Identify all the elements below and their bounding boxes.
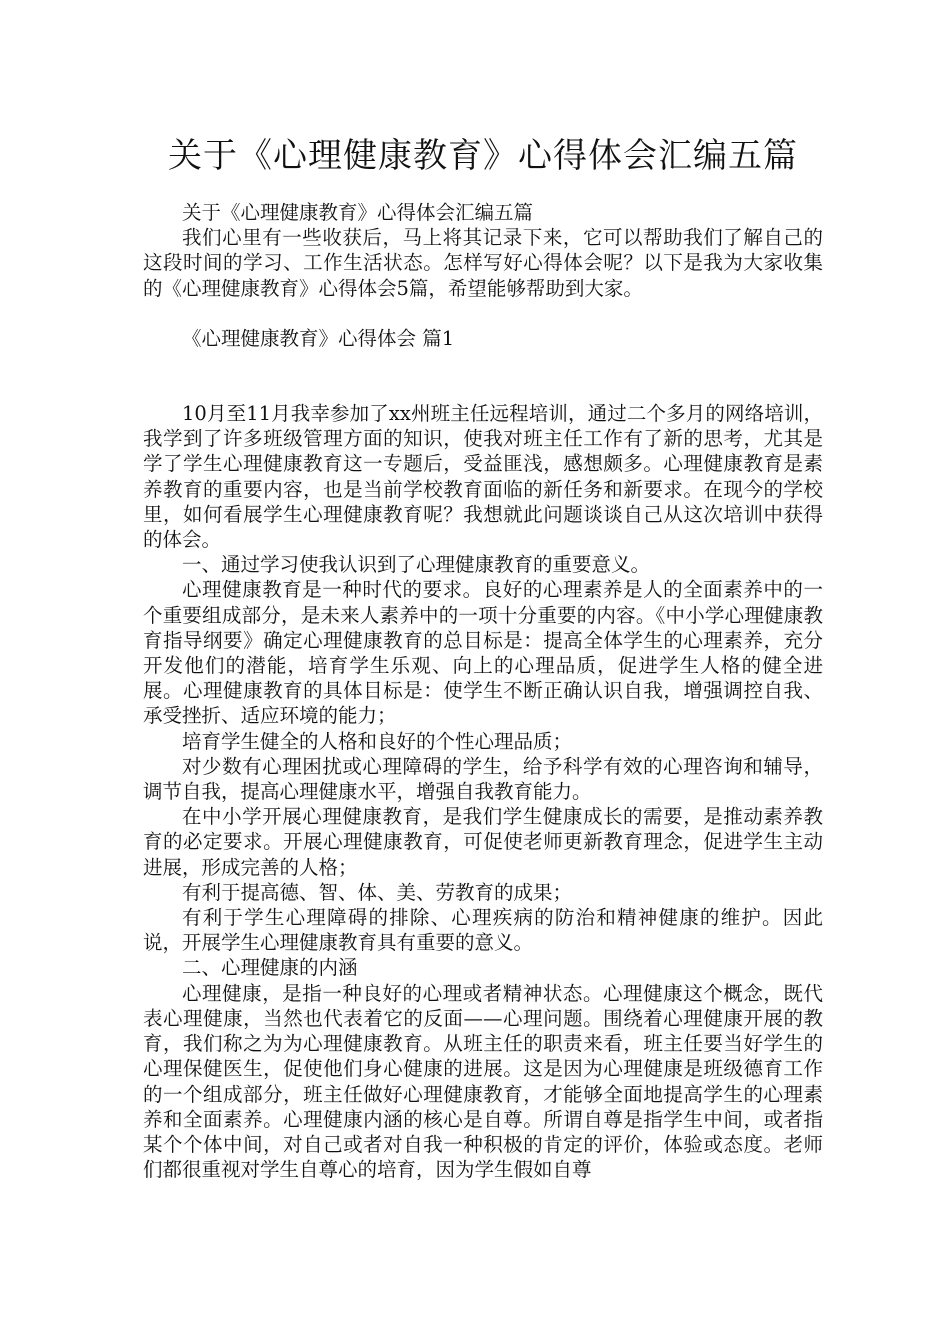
body-paragraph: 在中小学开展心理健康教育，是我们学生健康成长的需要，是推动素养教育的必定要求。开展心理健康教育，可促使老师更新教育理念，促进学生主动进展，形成完善的人格；: [143, 805, 823, 879]
body-paragraph: 心理健康，是指一种良好的心理或者精神状态。心理健康这个概念，既代表心理健康，当然也代表着它的反面——心理问题。围绕着心理健康开展的教育，我们称之为为心理健康教育。从班主任的职责来看，班主任要当好学生的心理保健医生，促使他们身心健康的进展。这是因为心理健康是班级德育工作的一个组成部分，班主任做好心理健康教育，才能够全面地提高学生的心理素养和全面素养。心理健康内涵的核心是自尊。所谓自尊是指学生中间，或者指某个个体中间，对自己或者对自我一种积极的肯定的评价，体验或态度。老师们都很重视对学生自尊心的培育，因为学生假如自尊: [143, 981, 823, 1182]
section-heading: 《心理健康教育》心得体会 篇1: [182, 326, 455, 350]
subtitle-paragraph: 关于《心理健康教育》心得体会汇编五篇: [182, 201, 534, 224]
document-title: 关于《心理健康教育》心得体会汇编五篇: [168, 136, 798, 176]
document-page: [143, 0, 823, 1182]
intro-paragraph: 我们心里有一些收获后，马上将其记录下来，它可以帮助我们了解自己的这段时间的学习、工作生活状态。怎样写好心得体会呢？以下是我为大家收集的《心理健康教育》心得体会5篇，希望能够帮助到大家。: [143, 226, 823, 300]
document-body: [143, 200, 823, 1182]
spacer: [143, 376, 823, 401]
body-paragraph: 有利于提高德、智、体、美、劳教育的成果；: [182, 880, 573, 904]
body-paragraph: 二、心理健康的内涵: [182, 956, 358, 980]
body-paragraph: 培育学生健全的人格和良好的个性心理品质；: [182, 729, 573, 753]
spacer: [143, 351, 823, 376]
body-paragraph: 10月至11月我幸参加了xx州班主任远程培训，通过二个多月的网络培训，我学到了许多班级管理方面的知识，使我对班主任工作有了新的思考，尤其是学了学生心理健康教育这一专题后，受益匪浅，感想颇多。心理健康教育是素养教育的重要内容，也是当前学校教育面临的新任务和新要求。在现今的学校里，如何看展学生心理健康教育呢？我想就此问题谈谈自己从这次培训中获得的体会。: [143, 402, 823, 552]
spacer: [143, 301, 823, 326]
body-paragraph: 一、通过学习使我认识到了心理健康教育的重要意义。: [182, 553, 651, 577]
body-paragraph: 有利于学生心理障碍的排除、心理疾病的防治和精神健康的维护。因此说，开展学生心理健康教育具有重要的意义。: [143, 906, 823, 955]
body-paragraph: 心理健康教育是一种时代的要求。良好的心理素养是人的全面素养中的一个重要组成部分，是未来人素养中的一项十分重要的内容。《中小学心理健康教育指导纲要》确定心理健康教育的总目标是：提高全体学生的心理素养，充分开发他们的潜能，培育学生乐观、向上的心理品质，促进学生人格的健全进展。心理健康教育的具体目标是：使学生不断正确认识自我，增强调控自我、承受挫折、适应环境的能力；: [143, 578, 823, 728]
body-paragraph: 对少数有心理困扰或心理障碍的学生，给予科学有效的心理咨询和辅导，调节自我，提高心理健康水平，增强自我教育能力。: [143, 754, 823, 804]
